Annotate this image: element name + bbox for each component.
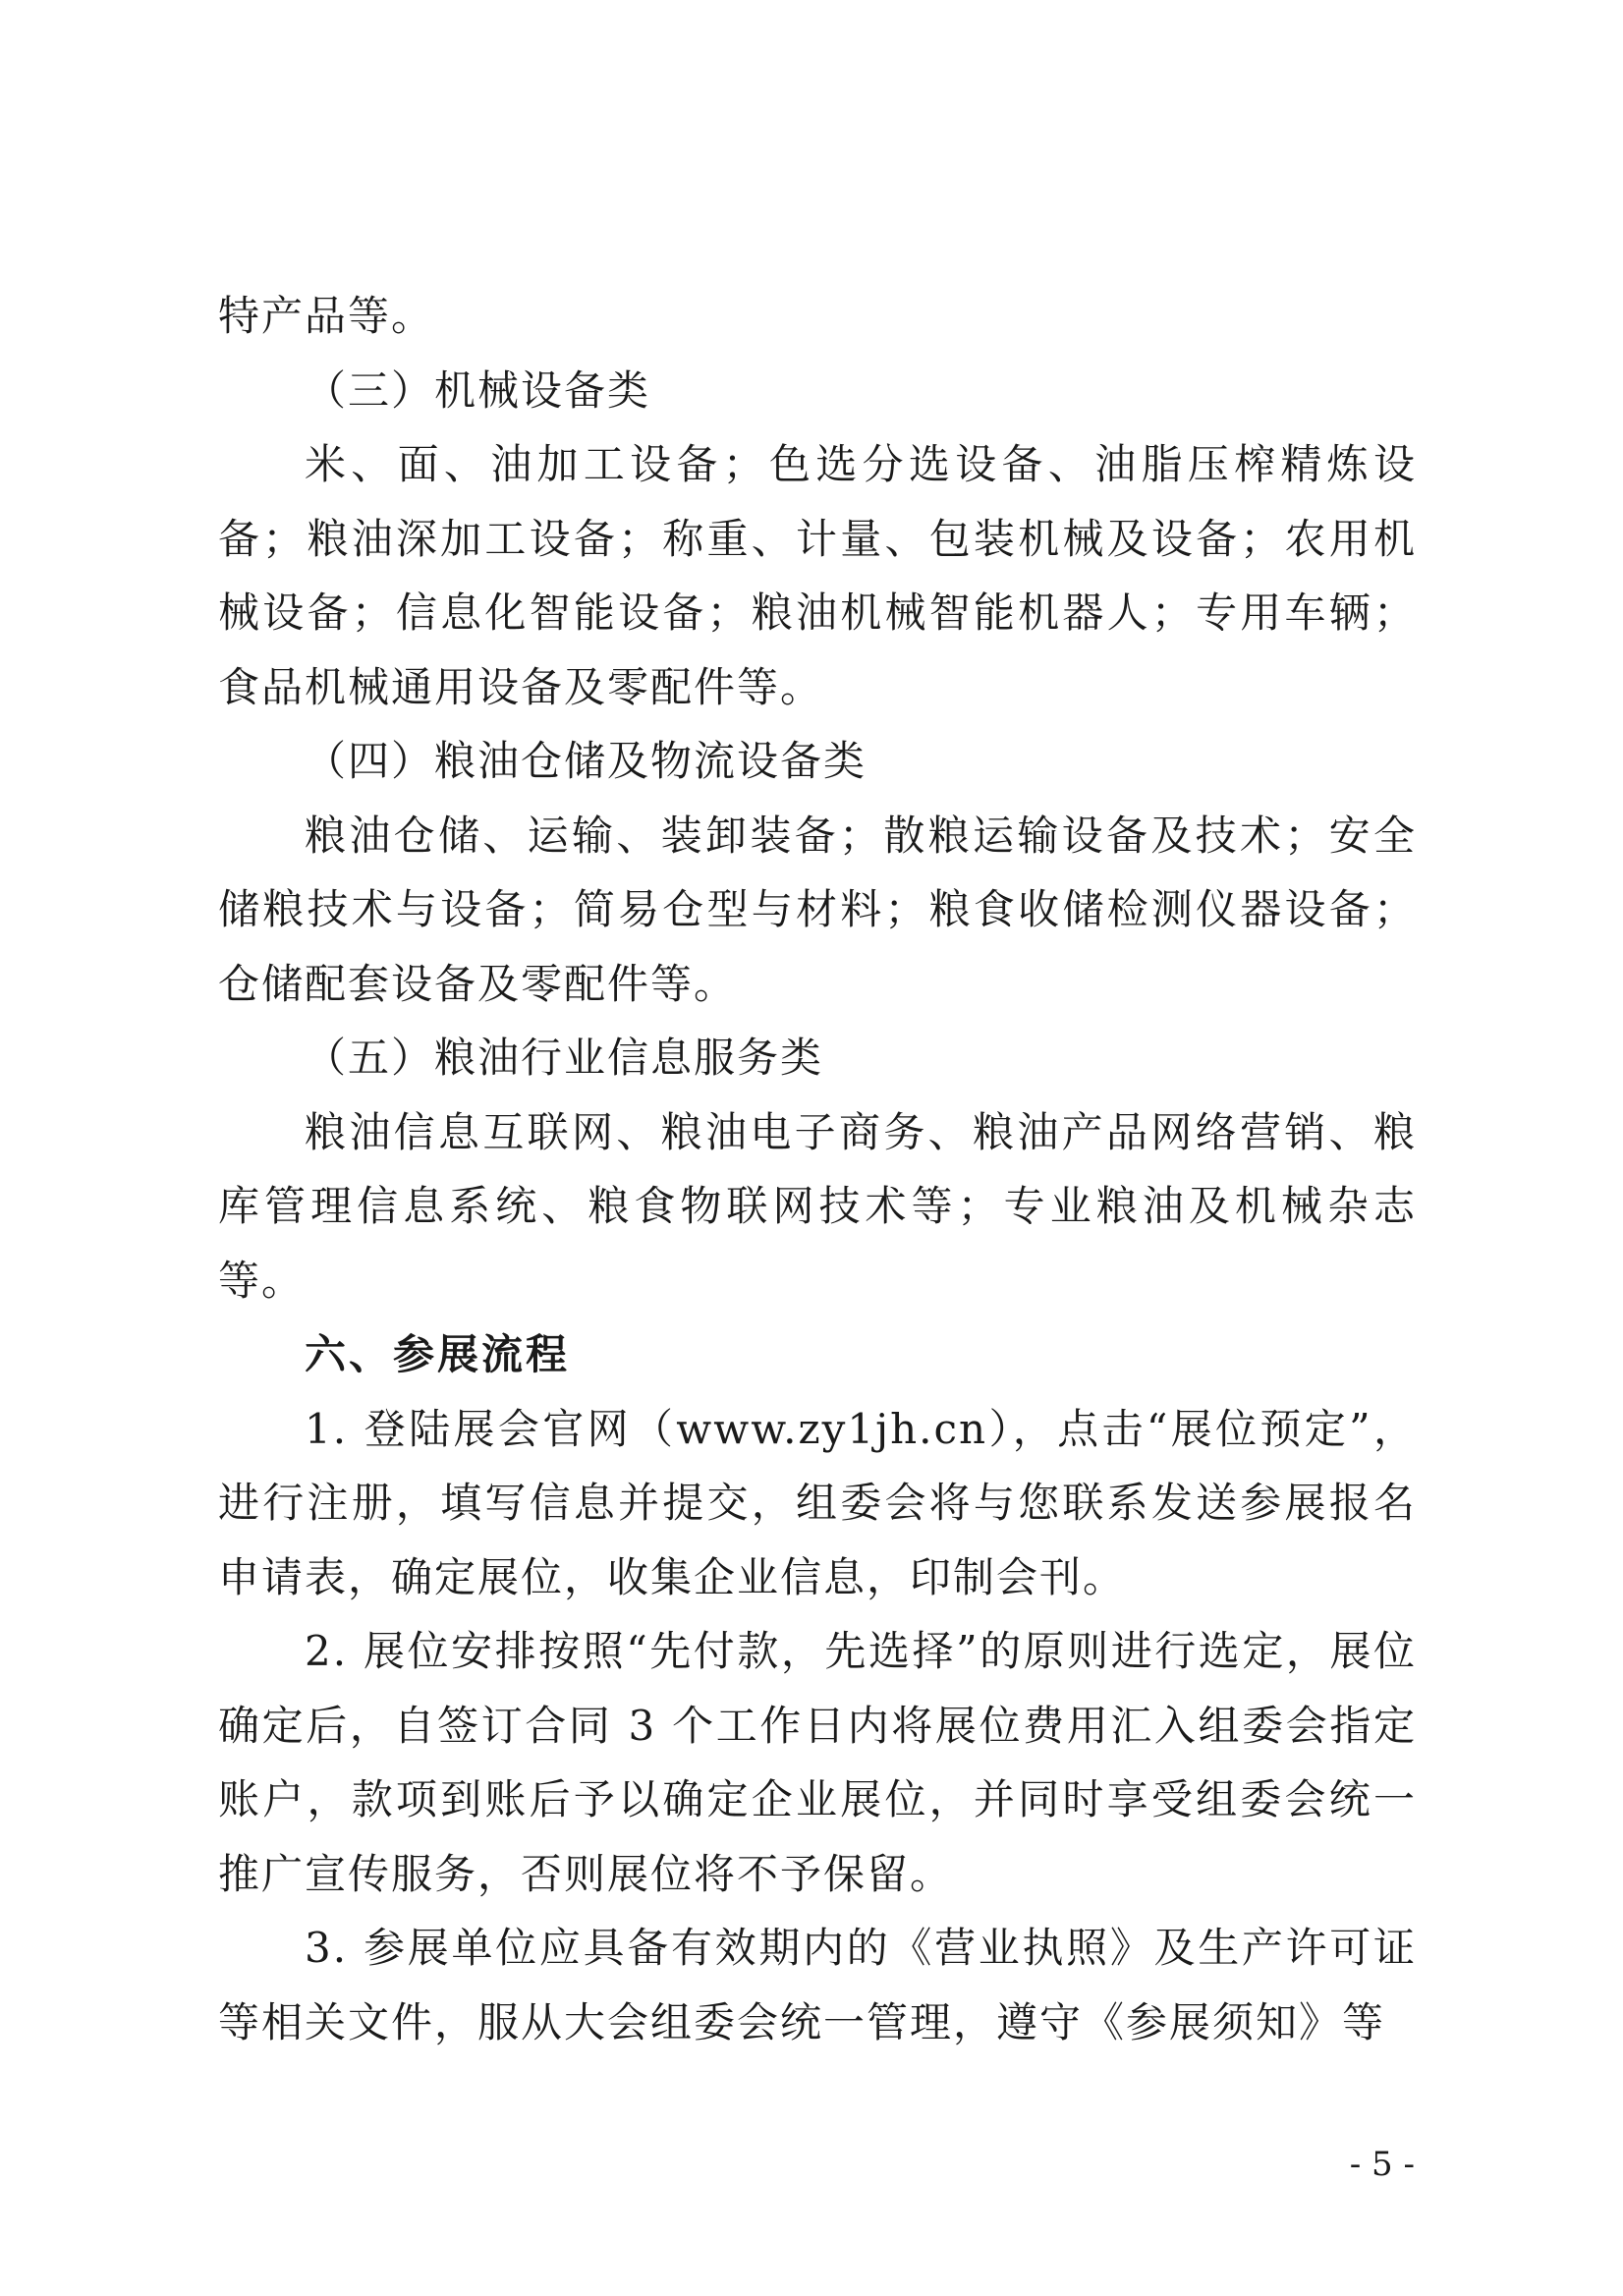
paragraph-continuation: 特产品等。 — [218, 292, 435, 340]
section-title-info-services: （五）粮油行业信息服务类 — [305, 1034, 824, 1082]
paragraph-info-services: 粮油信息互联网、粮油电子商务、粮油产品网络营销、粮库管理信息系统、粮食物联网技术等；专业粮油及机械杂志等。 — [218, 1107, 1417, 1305]
paragraph-step-1: 1. 登陆展会官网（www.zy1jh.cn），点击“展位预定”，进行注册，填写信息并提交，组委会将与您联系发送参展报名申请表，确定展位，收集企业信息，印制会刊。 — [218, 1404, 1417, 1601]
section-title-storage-logistics: （四）粮油仓储及物流设备类 — [305, 737, 867, 785]
page-number: - 5 - — [1349, 2145, 1415, 2184]
paragraph-machinery: 米、面、油加工设备；色选分选设备、油脂压榨精炼设备；粮油深加工设备；称重、计量、包装机械及设备；农用机械设备；信息化智能设备；粮油机械智能机器人；专用车辆；食品机械通用设备及零配件等。 — [218, 440, 1417, 711]
section-title-machinery: （三）机械设备类 — [305, 365, 651, 415]
heading-exhibition-process: 六、参展流程 — [305, 1330, 571, 1378]
paragraph-step-2: 2. 展位安排按照“先付款，先选择”的原则进行选定，展位确定后，自签订合同 3 个工作日内将展位费用汇入组委会指定账户，款项到账后予以确定企业展位，并同时享受组委会统一推广宣传服务，否则展位将不予保留。 — [218, 1627, 1417, 1898]
document-body — [218, 279, 1417, 2059]
paragraph-step-3: 3. 参展单位应具备有效期内的《营业执照》及生产许可证等相关文件，服从大会组委会统一管理，遵守《参展须知》等 — [218, 1924, 1417, 2046]
paragraph-storage-logistics: 粮油仓储、运输、装卸装备；散粮运输设备及技术；安全储粮技术与设备；简易仓型与材料；粮食收储检测仪器设备；仓储配套设备及零配件等。 — [218, 811, 1417, 1008]
